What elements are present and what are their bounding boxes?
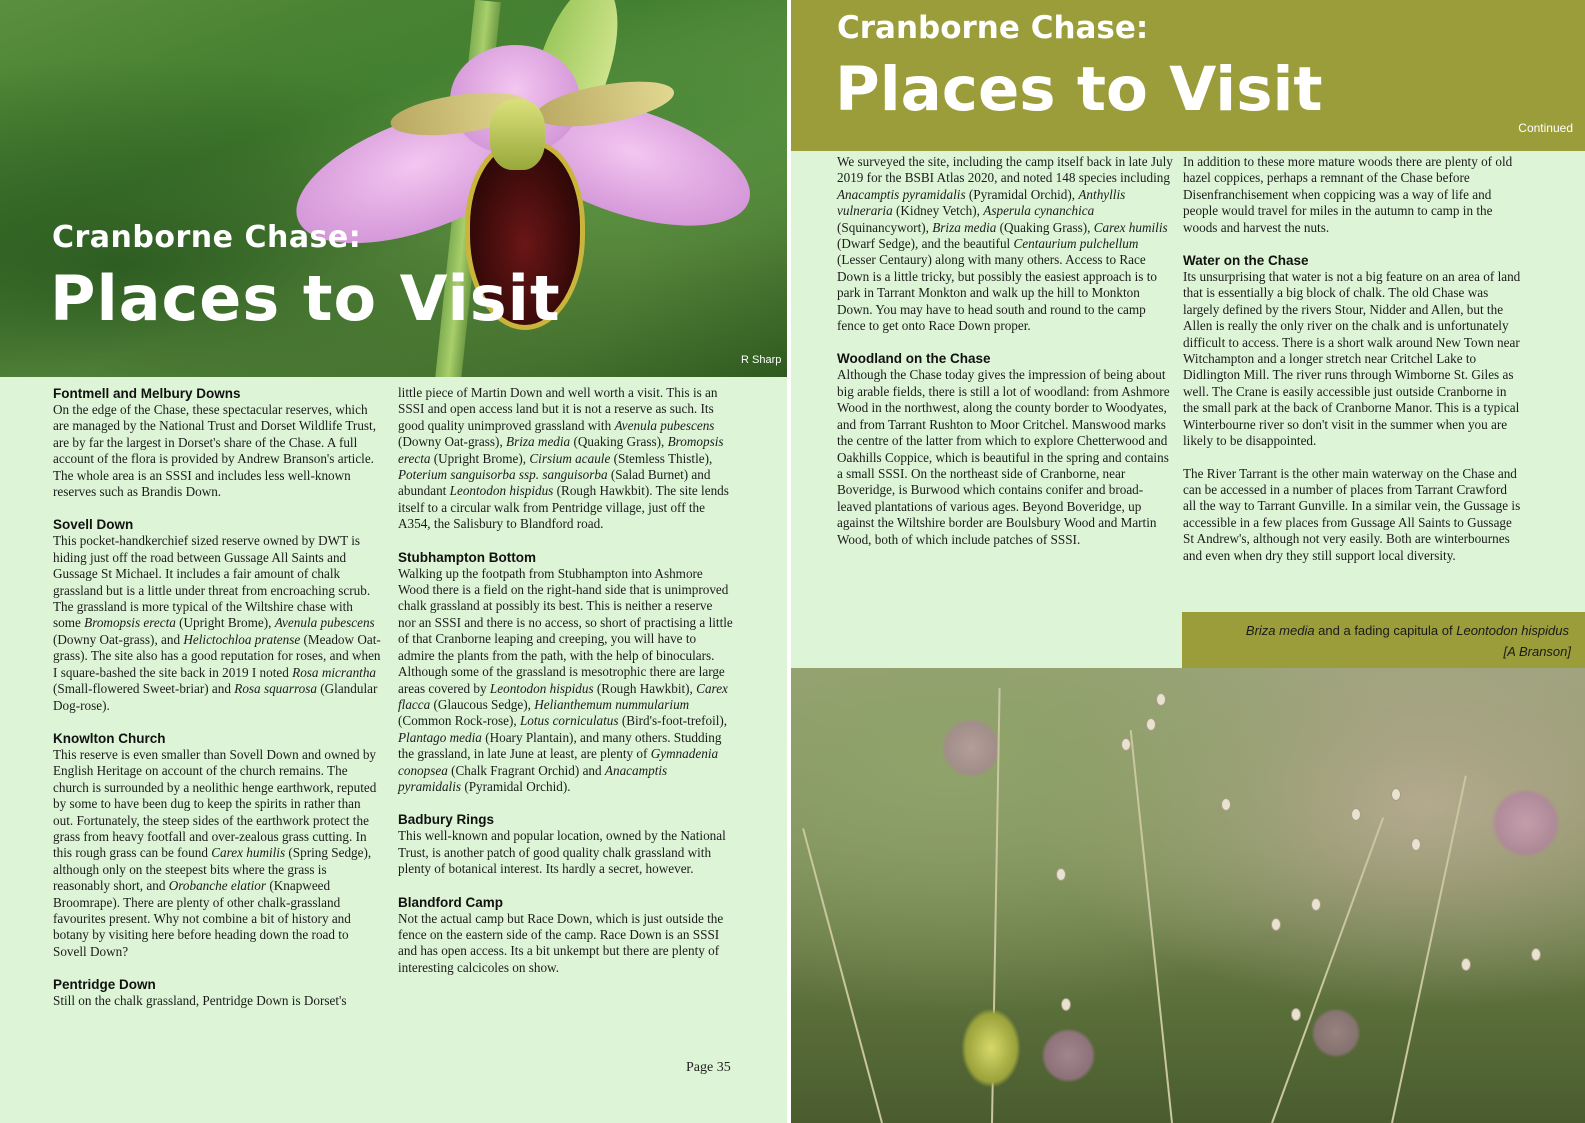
right-column-2 [1183,154,1521,580]
section-heading: Woodland on the Chase [837,351,991,367]
paragraph: Although the Chase today gives the impression of being about big arable fields, there is still a lot of woodland: from Ashmore Wood in the northwest, along the county border to Woodyates, and from Tarrant Rushton to Moor Critchel. Manswood marks the centre of the latter from which to explore Chetterwood and Oakhills Coppice, which is beautiful in the spring and contains a small SSSI. On the northeast side of Cranborne, near Boveridge, is Burwood which contains conifer and broad-leaved plantations of various ages. Beyond Boveridge, up against the Wiltshire border are Boulsbury Wood and Martin Wood, both of which include patches of SSSI. [837,367,1170,547]
paragraph: Walking up the footpath from Stubhampton into Ashmore Wood there is a field on the right-hand side that is unimproved chalk grassland at possibly its best. This is neither a reserve nor an SSSI and there is no access, so short of practising a little of that Cranborne leaping and creeping, you will have to admire the plants from the path, with the help of binoculars. Although some of the grassland is mesotrophic there are large areas covered by Leontodon hispidus (Rough Hawkbit), Carex flacca (Glaucous Sedge), Helianthemum nummularium (Common Rock-rose), Lotus corniculatus (Bird's-foot-trefoil), Plantago media (Hoary Plantain), and many others. Studding the grassland, in late June at least, are plenty of Gymnadenia conopsea (Chalk Fragrant Orchid) and Anacamptis pyramidalis (Pyramidal Orchid). [398,565,733,794]
left-page [0,0,787,1123]
hero-title-big: Places to Visit [50,262,561,335]
section-heading: Pentridge Down [53,977,156,993]
paragraph: This reserve is even smaller than Sovell Down and owned by English Heritage on account of the church remains. The church is surrounded by a neolithic henge earthwork, reputed by some to have been dug to keep the spirits in rather than out. Fortunately, the steep sides of the earthwork protect the grass from heavy footfall and over-zealous grass cutting. In this rough grass can be found Carex humilis (Spring Sedge), although only on the steepest bits where the grass is reasonably short, and Orobanche elatior (Knapweed Broomrape). There are plenty of other chalk-grassland favourites present. Why not combine a bit of history and botany by visiting here before heading down the road to Sovell Down? [53,746,377,959]
right-page [791,0,1585,1123]
paragraph: This well-known and popular location, owned by the National Trust, is another patch of good quality chalk grassland with plenty of botanical interest. Its hardly a secret, however. [398,828,726,877]
quaking-grass-photo [791,668,1585,1123]
paragraph: Not the actual camp but Race Down, which is just outside the fence on the eastern side of the camp. Race Down is an SSSI and has open access. Its a bit unkempt but there are plenty of interesting calcicoles on show. [398,910,724,975]
section-heading: Fontmell and Melbury Downs [53,386,241,401]
hero-title-small: Cranborne Chase: [52,220,362,255]
orchid-photo [0,0,787,377]
caption-line: Briza media and a fading capitula of Leontodon hispidus [1245,623,1569,638]
banner-title-small: Cranborne Chase: [837,10,1149,46]
section-heading: Sovell Down [53,517,134,533]
title-banner [791,0,1585,151]
paragraph: little piece of Martin Down and well worth a visit. This is an SSSI and open access land but it is not a reserve as such. Its good quality unimproved grassland with Avenula pubescens (Downy Oat-grass), Briza media (Quaking Grass), Bromopsis erecta (Upright Brome), Cirsium acaule (Stemless Thistle), Poterium sanguisorba ssp. sanguisorba (Salad Burnet) and abundant Leontodon hispidus (Rough Hawkbit). The site lends itself to a circular walk from Pentridge village, just off the A354, the Salisbury to Blandford road. [398,385,729,532]
section-heading: Stubhampton Bottom [398,549,536,565]
caption-credit: [A Branson] [1503,644,1571,659]
right-column-1 [837,154,1173,564]
left-column-2 [398,385,733,992]
paragraph: This pocket-handkerchief sized reserve owned by DWT is hiding just off the road between Gussage All Saints and Gussage St Michael. It includes a fair amount of chalk grassland but is a little under threat from encroaching scrub. The grassland is more typical of the Wiltshire chase with some Bromopsis erecta (Upright Brome), Avenula pubescens (Downy Oat-grass), and Helictochloa pratense (Meadow Oat-grass). The site also has a good reputation for roses, and when I square-bashed the site back in 2019 I noted Rosa micrantha (Small-flowered Sweet-briar) and Rosa squarrosa (Glandular Dog-rose). [53,533,381,713]
photo-caption [1182,612,1585,668]
section-heading: Knowlton Church [53,730,166,746]
section-heading: Blandford Camp [398,894,504,910]
paragraph: The River Tarrant is the other main waterway on the Chase and can be accessed in a number of places from Tarrant Crawford all the way to Tarrant Gunville. In a similar vein, the Gussage is accessible in a few places from Gussage All Saints to Gussage St Andrew's, although not very easily. Both are winterbournes and even when dry they still support local diversity. [1183,465,1521,563]
paragraph: On the edge of the Chase, these spectacular reserves, which are managed by the National Trust and Dorset Wildlife Trust, are by far the largest in Dorset's share of the Chase. A full account of the flora is provided by Andrew Branson's article. The whole area is an SSSI and includes less well-known reserves such as Brandis Down. [53,402,377,500]
section-heading: Water on the Chase [1183,253,1309,269]
paragraph: We surveyed the site, including the camp itself back in late July 2019 for the BSBI Atlas 2020, and noted 148 species including Anacamptis pyramidalis (Pyramidal Orchid), Anthyllis vulneraria (Kidney Vetch), Asperula cynanchica (Squinancywort), Briza media (Quaking Grass), Carex humilis (Dwarf Sedge), and the beautiful Centaurium pulchellum (Lesser Centaury) along with many others. Access to Race Down is a little tricky, but possibly the easiest approach is to park in Tarrant Monkton and walk up the hill to Monkton Down. You may have to head south and round to the camp fence to get onto Race Down proper. [837,154,1173,334]
photo-credit: R Sharp [741,354,782,366]
section-heading: Badbury Rings [398,812,495,828]
paragraph: In addition to these more mature woods there are plenty of old hazel coppices, perhaps a remnant of the Chase before Disenfranchisement when coppicing was a way of life and people would travel for miles in the autumn to camp in the woods and harvest the nuts. [1183,154,1513,235]
left-column-1 [53,385,383,1026]
page-number: Page 35 [686,1060,731,1075]
paragraph: Its unsurprising that water is not a big feature on an area of land that is essentially a big block of chalk. The old Chase was largely defined by the rivers Stour, Nidder and Allen, but the Allen is really the only river on the chalk and is unfortunately difficult to access. There is a short walk around New Town near Witchampton and a longer stretch near Critchel Lake to Didlington Mill. The river runs through Wimborne St. Giles as well. The Crane is easily accessible just outside Cranborne in the small park at the back of Cranborne Manor. This is a typical Winterbourne river so don't visit in the summer when you are likely to be disappointed. [1183,269,1521,449]
paragraph: Still on the chalk grassland, Pentridge Down is Dorset's [53,993,347,1009]
continued-label: Continued [1518,121,1573,135]
banner-title-big: Places to Visit [835,54,1323,125]
